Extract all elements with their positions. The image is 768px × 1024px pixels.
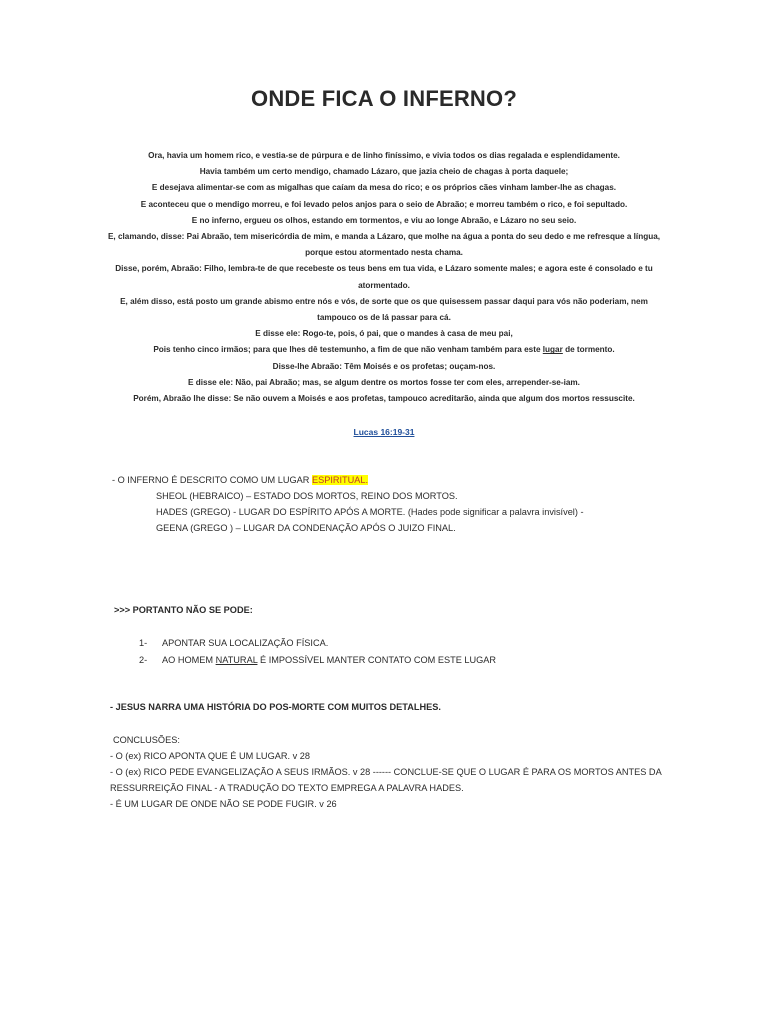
conclusions-label: CONCLUSÕES: bbox=[113, 735, 180, 745]
highlighted-word: ESPIRITUAL. bbox=[311, 475, 369, 485]
page-title: ONDE FICA O INFERNO? bbox=[251, 86, 517, 111]
section-heading: - JESUS NARRA UMA HISTÓRIA DO POS-MORTE COM MUITOS DETALHES. bbox=[110, 702, 441, 712]
verse-line: Havia também um certo mendigo, chamado Lázaro, que jazia cheio de chagas à porta daquele; bbox=[199, 167, 569, 177]
verse-line: E disse ele: Rogo-te, pois, ó pai, que o mandes à casa de meu pai, bbox=[255, 329, 513, 339]
scripture-reference-link[interactable]: Lucas 16:19-31 bbox=[353, 427, 415, 437]
conclusion-item: - É UM LUGAR DE ONDE NÃO SE PODE FUGIR. v 26 bbox=[110, 799, 337, 809]
section-heading: >>> PORTANTO NÃO SE PODE: bbox=[114, 605, 253, 615]
inferno-description bbox=[112, 475, 368, 485]
underlined-word: NATURAL bbox=[215, 655, 258, 665]
list-item-number: 2- bbox=[139, 655, 148, 665]
verse-line: Porém, Abraão lhe disse: Se não ouvem a Moisés e aos profetas, tampouco acreditarão, ainda que algum dos mortos ressuscite. bbox=[133, 394, 635, 404]
list-item-text: É IMPOSSÍVEL MANTER CONTATO COM ESTE LUGAR bbox=[257, 655, 497, 665]
conclusion-item: - O (ex) RICO PEDE EVANGELIZAÇÃO A SEUS IRMÃOS. v 28 ------ CONCLUE-SE QUE O LUGAR É PARA OS MORTOS ANTES DA bbox=[110, 767, 662, 777]
hades-definition: HADES (GREGO) - LUGAR DO ESPÍRITO APÓS A MORTE. (Hades pode significar a palavra invisível) - bbox=[156, 507, 584, 517]
sheol-definition: SHEOL (HEBRAICO) – ESTADO DOS MORTOS, REINO DOS MORTOS. bbox=[156, 491, 458, 501]
verse-text: Pois tenho cinco irmãos; para que lhes dê testemunho, a fim de que não venham também para este bbox=[153, 345, 543, 355]
list-item-text: AO HOMEM bbox=[162, 655, 216, 665]
conclusion-item-continued: RESSURREIÇÃO FINAL - A TRADUÇÃO DO TEXTO EMPREGA A PALAVRA HADES. bbox=[110, 783, 464, 793]
geena-definition: GEENA (GREGO ) – LUGAR DA CONDENAÇÃO APÓS O JUIZO FINAL. bbox=[156, 523, 456, 533]
conclusion-item: - O (ex) RICO APONTA QUE É UM LUGAR. v 28 bbox=[110, 751, 310, 761]
list-item-number: 1- bbox=[139, 638, 148, 648]
verse-line: E aconteceu que o mendigo morreu, e foi levado pelos anjos para o seio de Abraão; e morreu também o rico, e foi sepultado. bbox=[140, 199, 628, 209]
bible-passage bbox=[100, 148, 668, 407]
verse-line: E desejava alimentar-se com as migalhas que caíam da mesa do rico; e os próprios cães vinham lamber-lhe as chagas. bbox=[151, 183, 617, 193]
list-item: APONTAR SUA LOCALIZAÇÃO FÍSICA. bbox=[162, 638, 329, 648]
verse-line: E, além disso, está posto um grande abismo entre nós e vós, de sorte que os que quisessem passar daqui para vós não poderiam, nem tampouco os de lá passar para cá. bbox=[120, 296, 648, 323]
verse-line: Disse, porém, Abraão: Filho, lembra-te de que recebeste os teus bens em tua vida, e Lázaro somente males; e agora este é consolado e tu atormentado. bbox=[115, 264, 653, 290]
verse-line: E no inferno, ergueu os olhos, estando em tormentos, e viu ao longe Abraão, e Lázaro no seu seio. bbox=[191, 215, 577, 225]
verse-underlined-word: lugar bbox=[542, 345, 563, 355]
verse-line: E, clamando, disse: Pai Abraão, tem misericórdia de mim, e manda a Lázaro, que molhe na água a ponta do seu dedo e me refresque a língua, porque estou atormentado nesta chama. bbox=[107, 232, 661, 258]
verse-line: E disse ele: Não, pai Abraão; mas, se algum dentre os mortos fosse ter com eles, arrepender-se-iam. bbox=[188, 377, 580, 387]
verse-line: Ora, havia um homem rico, e vestia-se de púrpura e de linho finíssimo, e vivia todos os dias regalada e esplendidamente. bbox=[148, 151, 620, 160]
verse-line: Disse-lhe Abraão: Têm Moisés e os profetas; ouçam-nos. bbox=[272, 361, 496, 371]
verse-text: de tormento. bbox=[562, 345, 615, 355]
verse-line bbox=[100, 342, 668, 358]
list-item bbox=[162, 655, 496, 665]
inferno-description-text: - O INFERNO É DESCRITO COMO UM LUGAR bbox=[112, 475, 312, 485]
